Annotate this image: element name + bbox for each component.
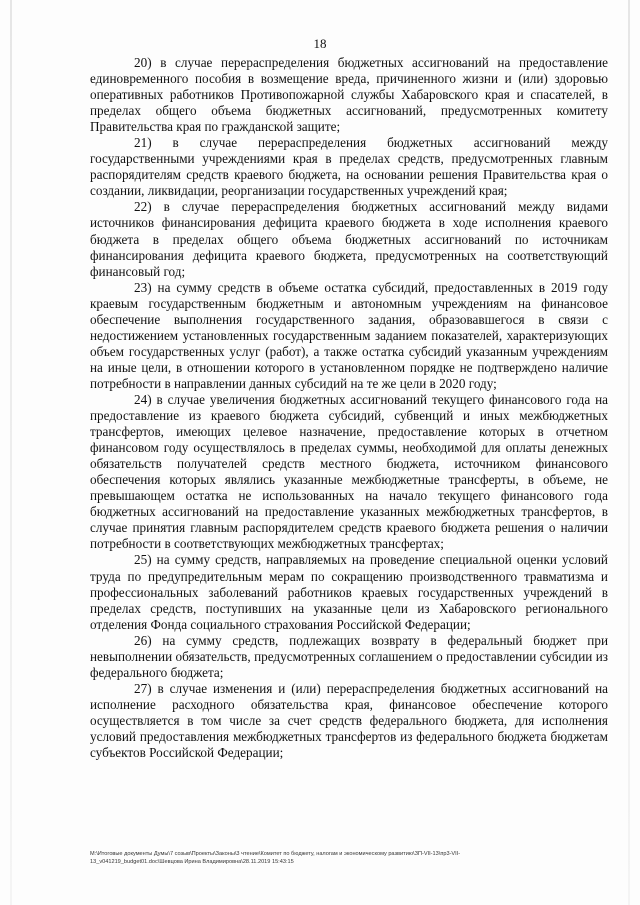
paragraph-21: 21) в случае перераспределения бюджетных ассигнований между государственными учреждениями края в пределах средств, предусмотренных главным распорядителям средств краевого бюджета, на основании решения Правительства края о создании, ликвидации, реорганизации государственных учреждений края; <box>90 135 608 199</box>
paragraph-25: 25) на сумму средств, направляемых на проведение специальной оценки условий труда по предупредительным мерам по сокращению производственного травматизма и профессиональных заболеваний работников краевых государственных учреждений в пределах средств, поступивших на указанные цели из Хабаровского регионального отделения Фонда социального страхования Российской Федерации; <box>90 552 608 632</box>
scan-edge-right <box>628 0 630 905</box>
paragraph-24: 24) в случае увеличения бюджетных ассигнований текущего финансового года на предоставление из краевого бюджета субсидий, субвенций и иных межбюджетных трансфертов, имеющих целевое назначение, предоставление которых в отчетном финансовом году осуществлялось в пределах суммы, необходимой для оплаты денежных обязательств получателей средств местного бюджета, источником финансового обеспечения которых являлись указанные межбюджетные трансферты, в объеме, не превышающем остатка не использованных на начало текущего финансового года бюджетных ассигнований на предоставление указанных межбюджетных трансфертов, в случае принятия главным распорядителем средств краевого бюджета решения о наличии потребности в соответствующих межбюджетных трансфертах; <box>90 391 608 552</box>
footer-line-1: M:\Итоговые документы Думы\7 созыв\Проекты\Законы\3 чтение\Комитет по бюджету, налогам и экономическому развитию\ЗП-VII-13\пр3-VII- <box>90 851 461 857</box>
footer-line-2: 13_v041219_budget01.doc\Шевцова Ирина Владимировна\28.11.2019 15:43:15 <box>90 859 294 865</box>
file-path-footer <box>90 850 610 866</box>
scan-edge-left <box>10 0 12 905</box>
paragraph-26: 26) на сумму средств, подлежащих возврату в федеральный бюджет при невыполнении обязательств, предусмотренных соглашением о предоставлении субсидии из федерального бюджета; <box>90 632 608 680</box>
paragraph-27: 27) в случае изменения и (или) перераспределения бюджетных ассигнований на исполнение расходного обязательства края, финансовое обеспечение которого осуществляется в том числе за счет средств федерального бюджета, для исполнения условий предоставления межбюджетных трансфертов из федерального бюджета бюджетам субъектов Российской Федерации; <box>90 680 608 761</box>
page-number: 18 <box>313 36 327 51</box>
document-body <box>90 55 608 761</box>
paragraph-20: 20) в случае перераспределения бюджетных ассигнований на предоставление единовременного пособия в возмещение вреда, причиненного жизни и (или) здоровью оперативных работников Противопожарной службы Хабаровского края и спасателей, в пределах общего объема бюджетных ассигнований, предусмотренных комитету Правительства края по гражданской защите; <box>90 55 608 135</box>
paragraph-23: 23) на сумму средств в объеме остатка субсидий, предоставленных в 2019 году краевым государственным бюджетным и автономным учреждениям на финансовое обеспечение выполнения государственного задания, образовавшегося в связи с недостижением установленных государственным заданием показателей, характеризующих объем государственных услуг (работ), а также остатка субсидий указанным учреждениям на иные цели, в отношении которого в установленном порядке не подтверждено наличие потребности в направлении данных субсидий на те же цели в 2020 году; <box>90 279 608 391</box>
paragraph-22: 22) в случае перераспределения бюджетных ассигнований между видами источников финансирования дефицита краевого бюджета в ходе исполнения краевого бюджета в пределах общего объема бюджетных ассигнований по источникам финансирования дефицита краевого бюджета, предусмотренных на соответствующий финансовый год; <box>90 199 608 279</box>
